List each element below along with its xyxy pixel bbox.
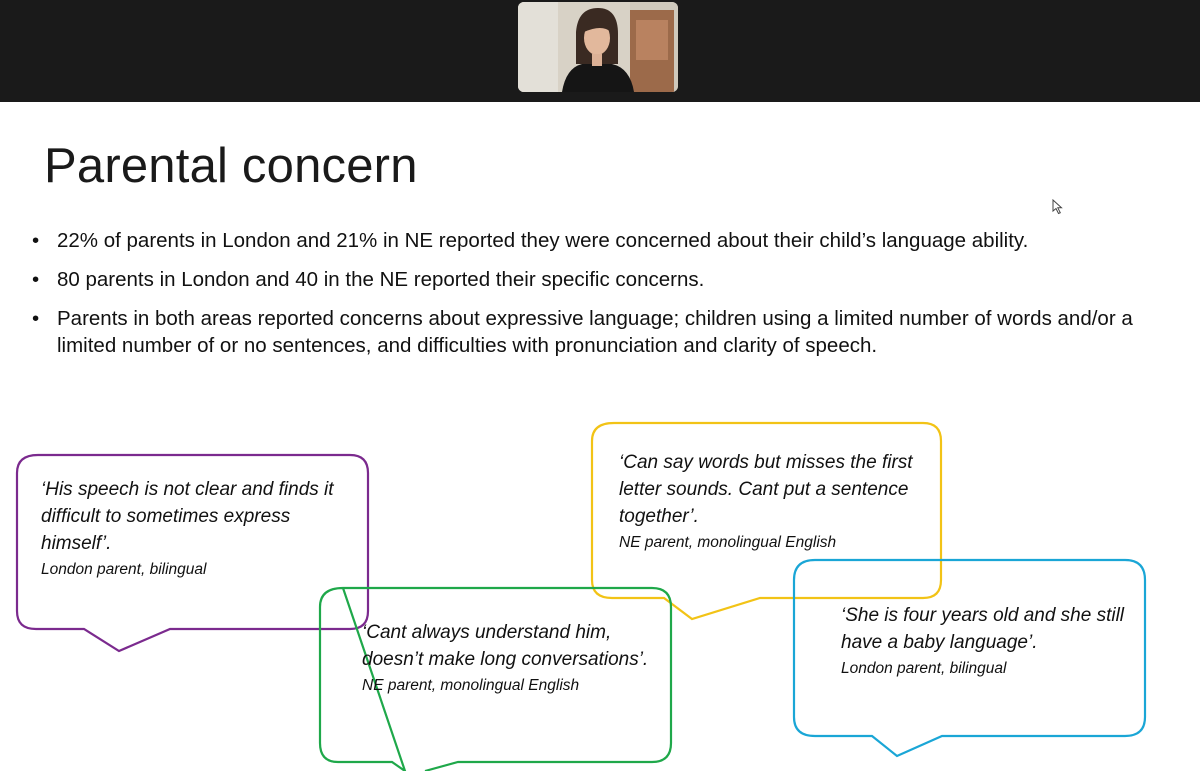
quote-source: London parent, bilingual	[41, 561, 207, 578]
bullet-text: Parents in both areas reported concerns about expressive language; children using a limited number of words and/or a limited number of or no sentences, and difficulties with pronunciation and clarity of speech.	[57, 307, 1133, 357]
quote-source: NE parent, monolingual English	[362, 677, 580, 694]
quote-source: NE parent, monolingual English	[619, 534, 837, 551]
quote-source: London parent, bilingual	[841, 660, 1007, 677]
quote-text: ‘Cant always understand him, doesn’t make long conversations’.	[362, 622, 649, 670]
quote-text: ‘His speech is not clear and finds it difficult to sometimes express himself’.	[41, 479, 334, 554]
bullet-dot-icon: •	[32, 229, 40, 252]
quote-card-green	[362, 619, 662, 697]
quote-text: ‘She is four years old and she still have a baby language’.	[841, 605, 1125, 653]
bullet-dot-icon: •	[32, 307, 40, 330]
quote-card-yellow	[619, 449, 929, 554]
slide-title: Parental concern	[44, 139, 418, 193]
quote-text: ‘Can say words but misses the first letter sounds. Cant put a sentence together’.	[619, 452, 913, 527]
quote-card-blue	[841, 602, 1131, 680]
bullet-text: 80 parents in London and 40 in the NE reported their specific concerns.	[57, 268, 705, 291]
mouse-pointer-icon	[1052, 199, 1064, 215]
bullet-dot-icon: •	[32, 268, 40, 291]
bullet-text: 22% of parents in London and 21% in NE reported they were concerned about their child’s language ability.	[57, 229, 1029, 252]
quote-card-purple	[41, 476, 361, 581]
